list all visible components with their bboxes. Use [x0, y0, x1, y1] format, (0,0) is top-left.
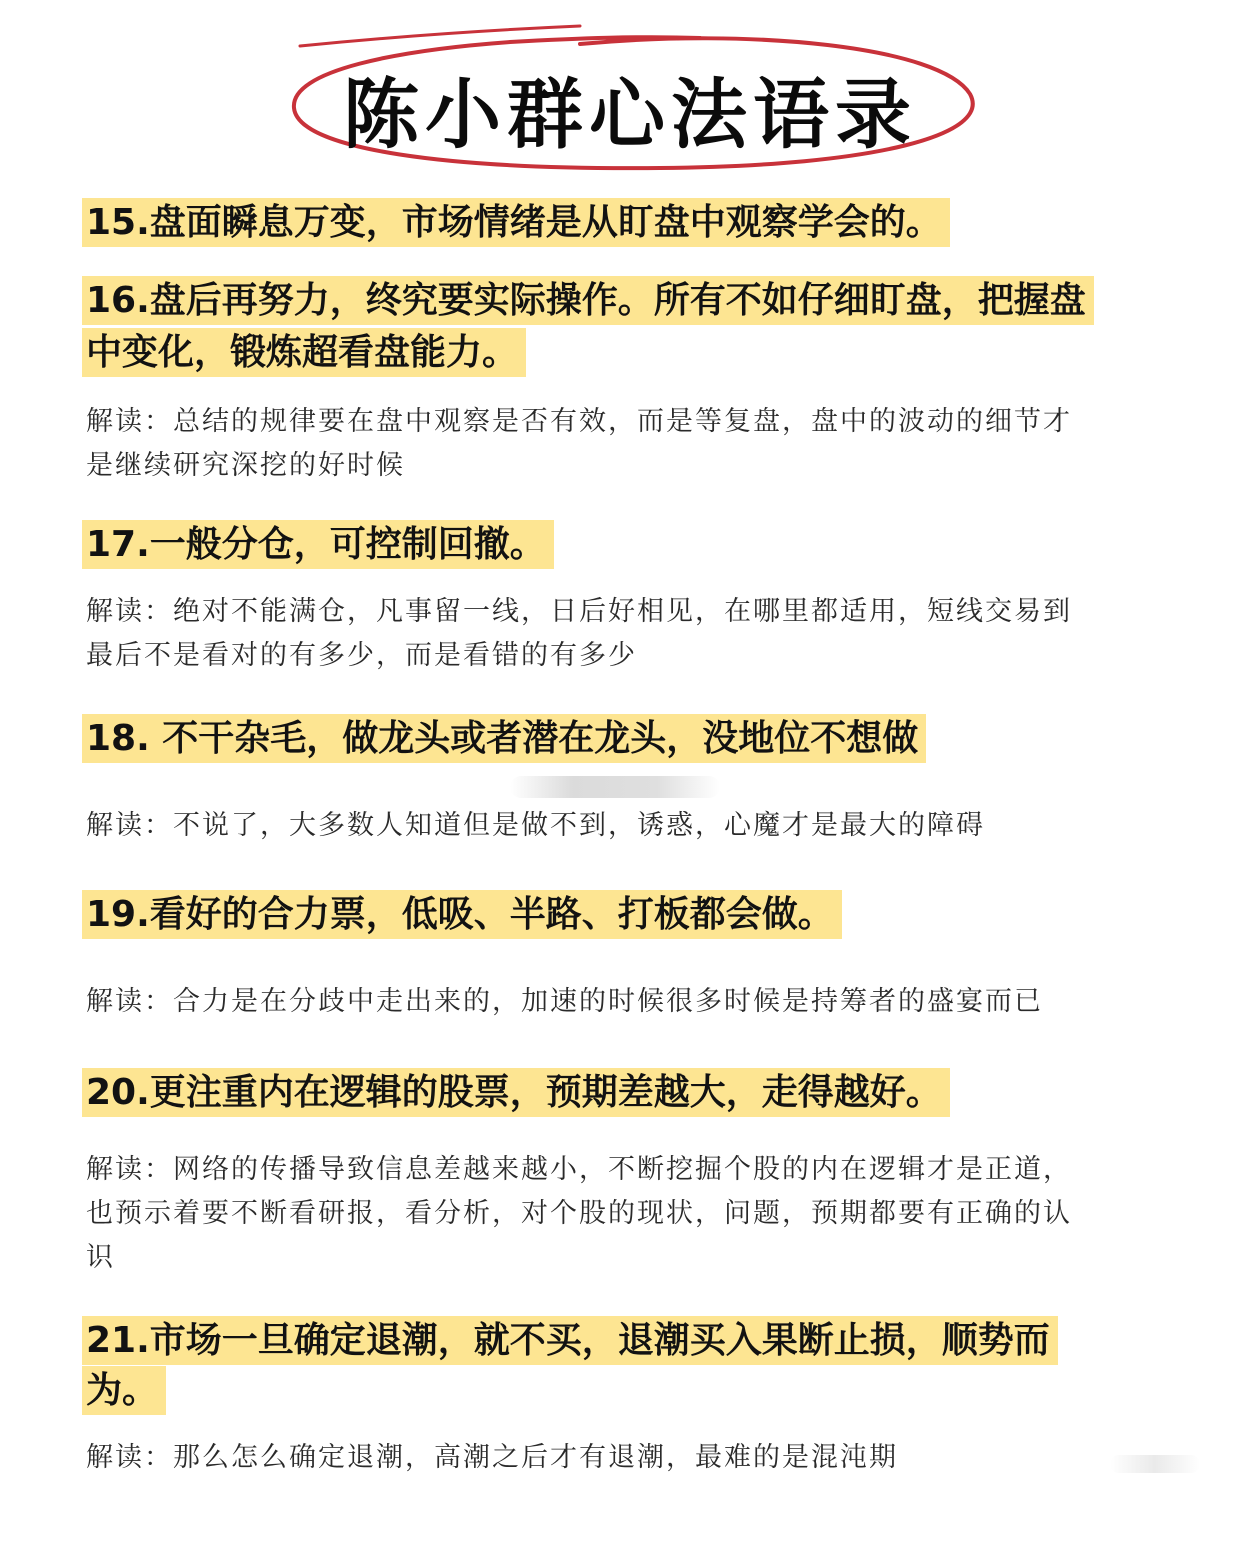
explain-18	[86, 804, 1166, 848]
quote-20-line-1: 20.更注重内在逻辑的股票，预期差越大，走得越好。	[82, 1068, 950, 1117]
explain-21	[86, 1436, 1166, 1480]
explain-20-line-1: 解读：网络的传播导致信息差越来越小，不断挖掘个股的内在逻辑才是正道，	[86, 1154, 1072, 1185]
quote-15	[82, 196, 950, 250]
quote-16	[82, 274, 1094, 328]
title-block	[280, 22, 980, 172]
explain-16	[86, 400, 1166, 488]
quote-18-line-1: 18. 不干杂毛，做龙头或者潜在龙头，没地位不想做	[82, 714, 926, 763]
explain-16-line-1: 解读：总结的规律要在盘中观察是否有效，而是等复盘，盘中的波动的细节才	[86, 406, 1072, 437]
explain-21-line-1: 解读：那么怎么确定退潮，高潮之后才有退潮，最难的是混沌期	[86, 1442, 898, 1473]
quote-21-line-2: 为。	[82, 1366, 166, 1415]
explain-20	[86, 1148, 1166, 1280]
quote-21-cont	[82, 1364, 166, 1418]
explain-19-line-1: 解读：合力是在分歧中走出来的，加速的时候很多时候是持筹者的盛宴而已	[86, 986, 1043, 1017]
watermark-smudge	[510, 776, 720, 798]
explain-17-line-2: 最后不是看对的有多少，而是看错的有多少	[86, 640, 637, 671]
explain-20-line-3: 识	[86, 1242, 115, 1273]
quote-19	[82, 888, 842, 942]
page-title: 陈小群心法语录	[343, 70, 917, 159]
quote-15-line-1: 15.盘面瞬息万变，市场情绪是从盯盘中观察学会的。	[82, 198, 950, 247]
explain-20-line-2: 也预示着要不断看研报，看分析，对个股的现状，问题，预期都要有正确的认	[86, 1198, 1072, 1229]
watermark-smudge-corner	[1110, 1455, 1200, 1473]
explain-19	[86, 980, 1166, 1024]
quote-18	[82, 712, 926, 766]
quote-16-line-1: 16.盘后再努力，终究要实际操作。所有不如仔细盯盘，把握盘	[82, 276, 1094, 325]
quote-20	[82, 1066, 950, 1120]
explain-17	[86, 590, 1166, 678]
quote-16-line-2: 中变化，锻炼超看盘能力。	[82, 328, 526, 377]
explain-18-line-1: 解读：不说了，大多数人知道但是做不到，诱惑，心魔才是最大的障碍	[86, 810, 985, 841]
quote-19-line-1: 19.看好的合力票，低吸、半路、打板都会做。	[82, 890, 842, 939]
quote-16-cont	[82, 326, 526, 380]
explain-17-line-1: 解读：绝对不能满仓，凡事留一线，日后好相见，在哪里都适用，短线交易到	[86, 596, 1072, 627]
explain-16-line-2: 是继续研究深挖的好时候	[86, 450, 405, 481]
quote-17	[82, 518, 554, 572]
quote-17-line-1: 17.一般分仓，可控制回撤。	[82, 520, 554, 569]
quote-21	[82, 1314, 1058, 1368]
quote-21-line-1: 21.市场一旦确定退潮，就不买，退潮买入果断止损，顺势而	[82, 1316, 1058, 1365]
